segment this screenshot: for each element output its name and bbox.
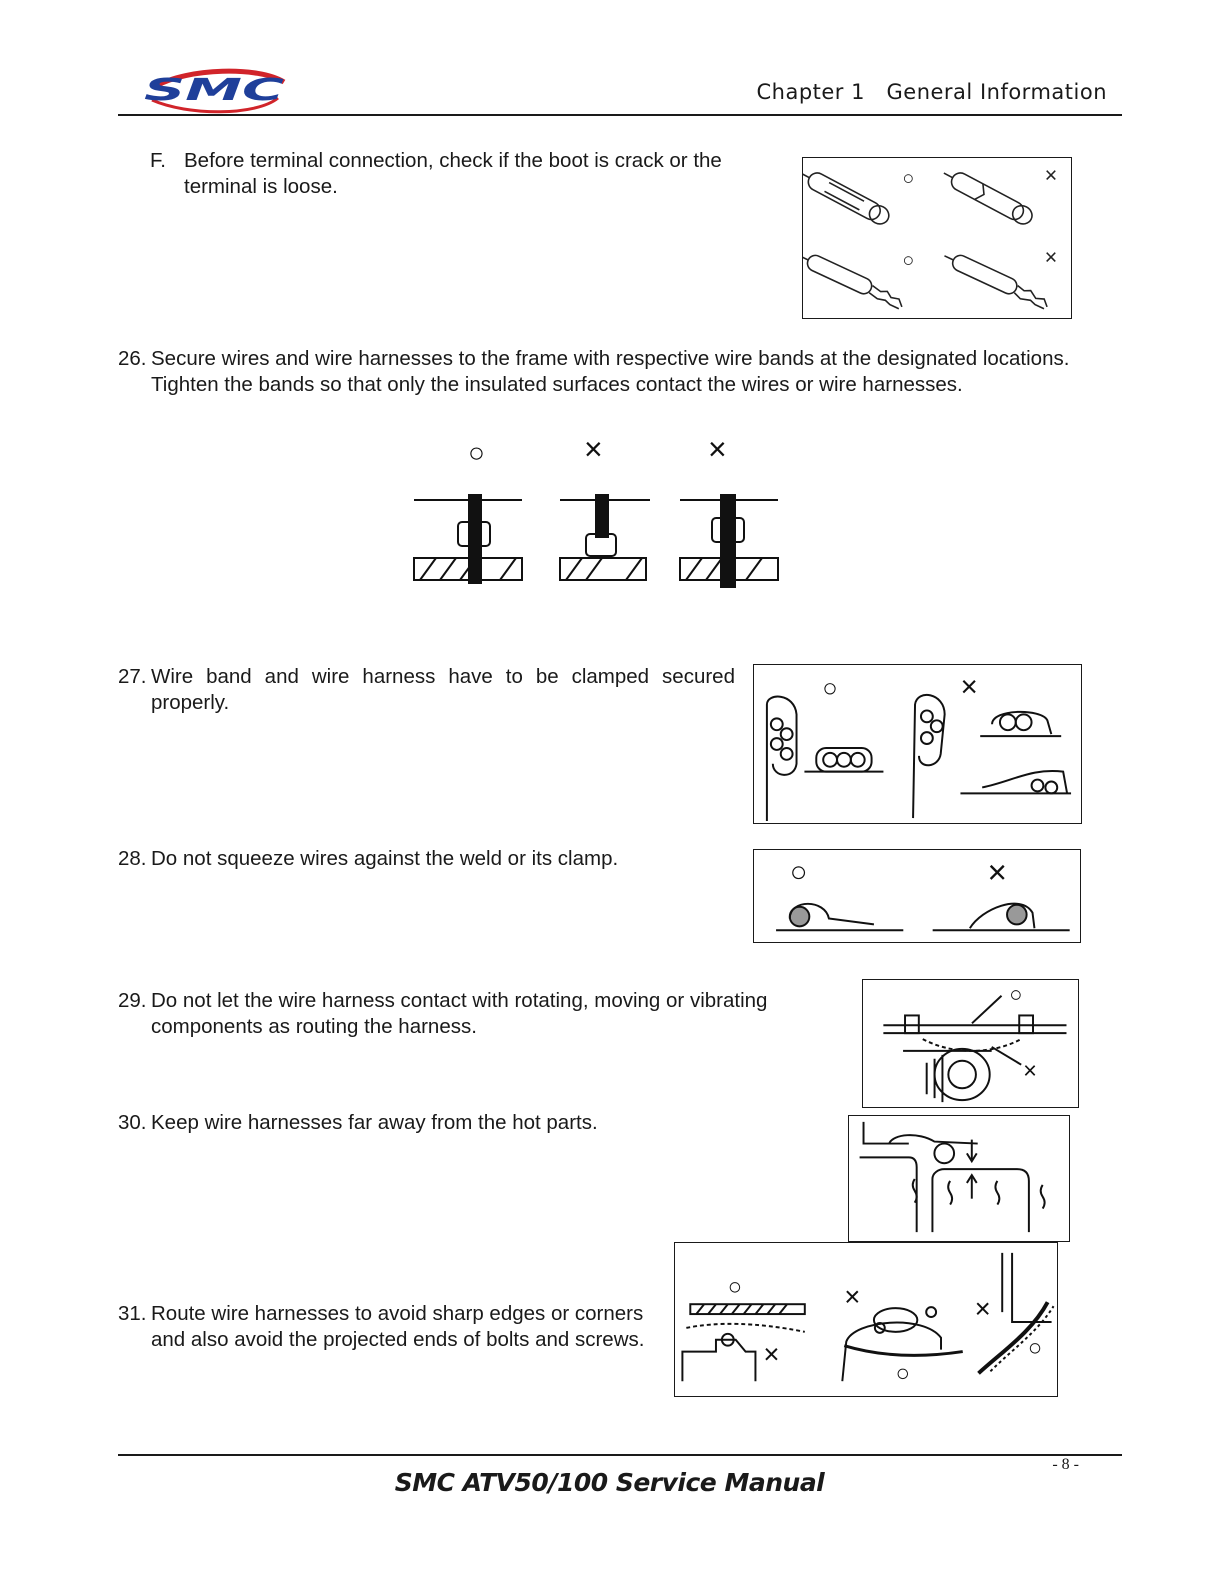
list-item bbox=[118, 1301, 658, 1381]
list-item bbox=[118, 988, 838, 1048]
weld-illustration bbox=[754, 850, 1080, 942]
figure-hot-parts bbox=[848, 1115, 1070, 1242]
list-item bbox=[118, 1110, 818, 1140]
figure-terminal-boot bbox=[802, 157, 1072, 319]
ok-mark: ○ bbox=[902, 167, 915, 190]
item-number: 26. bbox=[118, 347, 147, 370]
ok-mark: ○ bbox=[1027, 1335, 1043, 1362]
ng-mark: × bbox=[763, 1338, 780, 1370]
ng-mark: × bbox=[1023, 1058, 1037, 1085]
item-text: Before terminal connection, check if the boot is crack or the terminal is loose. bbox=[184, 149, 722, 198]
ng-mark: × bbox=[844, 1281, 861, 1313]
item-text: Keep wire harnesses far away from the hot parts. bbox=[151, 1111, 598, 1134]
ok-mark: ○ bbox=[902, 249, 915, 272]
ng-mark: × bbox=[1044, 162, 1058, 188]
figure-sharp-edges bbox=[674, 1242, 1058, 1397]
ok-mark: ○ bbox=[895, 1361, 910, 1388]
clamp-illustration bbox=[754, 665, 1081, 823]
list-item bbox=[150, 148, 780, 208]
item-number: 27. bbox=[118, 665, 147, 688]
ok-mark: ○ bbox=[822, 674, 838, 703]
item-text: Wire band and wire harness have to be clamped secured properly. bbox=[151, 665, 735, 714]
ok-mark: ○ bbox=[468, 437, 485, 468]
ng-mark: × bbox=[1044, 244, 1058, 270]
figure-weld bbox=[753, 849, 1081, 943]
item-number: 28. bbox=[118, 847, 147, 870]
figure-clamp bbox=[753, 664, 1082, 824]
hot-parts-illustration bbox=[849, 1116, 1069, 1241]
item-text: Secure wires and wire harnesses to the frame with respective wire bands at the designated locations. Tighten the bands so that only the insulated surfaces contact the wires or wire harnesses. bbox=[151, 347, 1070, 396]
smc-logo bbox=[138, 66, 290, 116]
ng-mark: × bbox=[584, 431, 603, 467]
footer-rule bbox=[118, 1454, 1122, 1456]
list-item bbox=[118, 846, 738, 876]
item-number: 30. bbox=[118, 1111, 147, 1134]
ng-mark: × bbox=[987, 854, 1007, 892]
wire-band-illustration bbox=[410, 430, 790, 605]
terminal-boot-illustration bbox=[803, 158, 1071, 318]
header-rule bbox=[118, 114, 1122, 116]
item-text: Do not squeeze wires against the weld or its clamp. bbox=[151, 847, 619, 870]
ok-mark: ○ bbox=[727, 1274, 743, 1301]
item-text: Route wire harnesses to avoid sharp edges or corners and also avoid the projected ends of bolts and screws. bbox=[151, 1302, 645, 1351]
figure-rotating bbox=[862, 979, 1079, 1108]
item-text: Do not let the wire harness contact with rotating, moving or vibrating components as routing the harness. bbox=[151, 989, 768, 1038]
ng-mark: × bbox=[974, 1293, 991, 1325]
rotating-part-illustration bbox=[863, 980, 1078, 1107]
manual-title: SMC ATV50/100 Service Manual bbox=[394, 1468, 825, 1497]
ok-mark: ○ bbox=[1009, 981, 1023, 1007]
ok-mark: ○ bbox=[789, 855, 808, 889]
ng-mark: × bbox=[960, 670, 978, 704]
item-number: F. bbox=[150, 149, 166, 172]
item-number: 29. bbox=[118, 989, 147, 1012]
smc-logo-icon bbox=[138, 66, 290, 116]
page-number: - 8 - bbox=[1052, 1456, 1079, 1473]
list-item bbox=[118, 664, 735, 724]
figure-wire-bands bbox=[410, 430, 790, 605]
item-number: 31. bbox=[118, 1302, 147, 1325]
chapter-heading: Chapter 1 General Information bbox=[756, 80, 1107, 104]
logo-text: SMC bbox=[144, 73, 284, 108]
ng-mark: × bbox=[708, 431, 727, 467]
sharp-edge-illustration bbox=[675, 1243, 1057, 1396]
list-item bbox=[118, 346, 1078, 426]
